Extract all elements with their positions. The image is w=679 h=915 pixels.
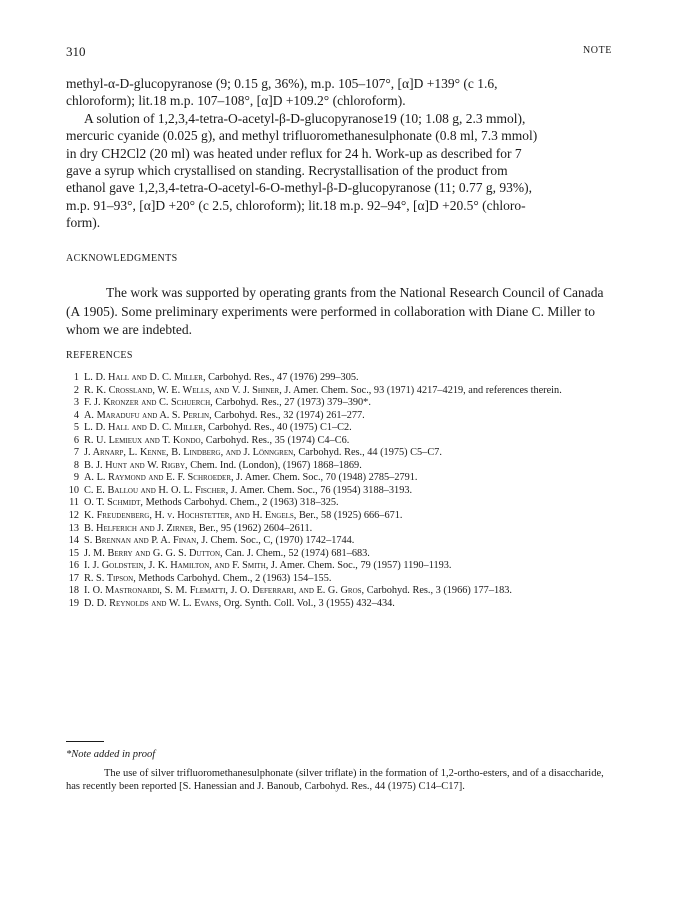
reference-item — [66, 523, 612, 536]
running-head: NOTE — [582, 45, 612, 56]
reference-authors: F. J. Kronzer and C. Schuerch, — [84, 397, 213, 409]
reference-authors: R. K. Crossland, W. E. Wells, and V. J. Shiner, — [84, 384, 282, 396]
reference-citation: Ber., 95 (1962) 2604–2611. — [198, 522, 313, 534]
reference-authors: B. J. Hunt and W. Rigby, — [84, 459, 188, 471]
reference-item — [66, 410, 612, 423]
text-line: form). — [66, 215, 101, 231]
reference-citation: Methods Carbohyd. Chem., 2 (1963) 154–155. — [138, 572, 332, 584]
reference-citation: Carbohyd. Res., 27 (1973) 379–390*. — [215, 397, 371, 409]
reference-number: 15 — [68, 547, 79, 559]
reference-citation: Ber., 58 (1925) 666–671. — [298, 510, 403, 522]
reference-number: 8 — [73, 459, 79, 471]
reference-item — [66, 598, 612, 611]
reference-number: 3 — [73, 397, 79, 409]
reference-authors: J. M. Berry and G. G. S. Dutton, — [84, 547, 223, 559]
reference-item — [66, 485, 612, 498]
reference-item — [66, 548, 612, 561]
reference-number: 2 — [73, 384, 79, 396]
reference-citation: J. Amer. Chem. Soc., 70 (1948) 2785–2791. — [236, 472, 418, 484]
reference-number: 5 — [73, 422, 79, 434]
reference-authors: L. D. Hall and D. C. Miller, — [84, 372, 206, 383]
reference-citation: Carbohyd. Res., 40 (1975) C1–C2. — [208, 422, 352, 434]
reference-item — [66, 372, 612, 385]
reference-citation: Chem. Ind. (London), (1967) 1868–1869. — [190, 459, 362, 471]
reference-citation: J. Amer. Chem. Soc., 93 (1971) 4217–4219, and references therein. — [284, 384, 562, 396]
text-line: gave a syrup which crystallised on standing. Recrystallisation of the product from — [66, 163, 508, 179]
text-line: mercuric cyanide (0.025 g), and methyl trifluoromethanesulphonate (0.8 ml, 7.3 mmol) — [66, 128, 538, 144]
acknowledgments-text: The work was supported by operating grants from the National Research Council of Canada (A 1905). Some preliminary experiments were performed in collaboration with Diane C. Miller to whom we are indebted. — [66, 285, 604, 337]
reference-list — [66, 372, 612, 610]
reference-item — [66, 510, 612, 523]
reference-authors: O. T. Schmidt, — [84, 497, 143, 509]
reference-authors: I. J. Goldstein, J. K. Hamilton, and F. Smith, — [84, 560, 269, 572]
reference-number: 13 — [68, 522, 79, 534]
reference-citation: Carbohyd. Res., 47 (1976) 299–305. — [208, 372, 359, 383]
text-line: A solution of 1,2,3,4-tetra-O-acetyl-β-D-glucopyranose19 (10; 1.08 g, 2.3 mmol), — [84, 110, 526, 126]
reference-number: 11 — [69, 497, 79, 509]
reference-authors: D. D. Reynolds and W. L. Evans, — [84, 597, 222, 609]
reference-authors: R. S. Tipson, — [84, 572, 136, 584]
reference-item — [66, 560, 612, 573]
reference-citation: Methods Carbohyd. Chem., 2 (1963) 318–325. — [145, 497, 339, 509]
footnote-text: The use of silver trifluoromethanesulphonate (silver triflate) in the formation of 1,2-ortho-esters, and of a disaccharide, has recently been reported [S. Hanessian and J. Banoub, Carbohyd. Res., 44 (1975) C14–C17]. — [66, 768, 604, 792]
reference-citation: Can. J. Chem., 52 (1974) 681–683. — [225, 547, 370, 559]
reference-number: 1 — [73, 372, 79, 383]
reference-item — [66, 460, 612, 473]
reference-item — [66, 447, 612, 460]
page-number: 310 — [66, 44, 86, 59]
reference-authors: L. D. Hall and D. C. Miller, — [84, 422, 206, 434]
acknowledgments-heading: ACKNOWLEDGMENTS — [66, 253, 178, 264]
reference-authors: S. Brennan and P. A. Finan, — [84, 535, 199, 547]
reference-citation: J. Amer. Chem. Soc., 79 (1957) 1190–1193. — [270, 560, 452, 572]
reference-item — [66, 573, 612, 586]
reference-citation: Carbohyd. Res., 35 (1974) C4–C6. — [205, 434, 350, 446]
reference-number: 17 — [68, 572, 79, 584]
reference-number: 12 — [68, 510, 79, 522]
page-header — [66, 44, 612, 60]
reference-number: 9 — [73, 472, 79, 484]
reference-item — [66, 585, 612, 598]
reference-authors: B. Helferich and J. Zirner, — [84, 522, 197, 534]
reference-number: 4 — [73, 409, 79, 421]
reference-number: 7 — [73, 447, 79, 459]
reference-citation: Carbohyd. Res., 44 (1975) C5–C7. — [298, 447, 442, 459]
reference-item — [66, 435, 612, 448]
reference-number: 14 — [68, 535, 79, 547]
reference-item — [66, 535, 612, 548]
references-heading: REFERENCES — [66, 350, 133, 361]
reference-number: 10 — [68, 484, 79, 496]
reference-citation: Carbohyd. Res., 3 (1966) 177–183. — [366, 585, 512, 597]
text-line: m.p. 91–93°, [α]D +20° (c 2.5, chloroform); lit.18 m.p. 92–94°, [α]D +20.5° (chloro- — [66, 197, 526, 213]
reference-authors: A. L. Raymond and E. F. Schroeder, — [84, 472, 234, 484]
text-line: ethanol gave 1,2,3,4-tetra-O-acetyl-6-O-methyl-β-D-glucopyranose (11; 0.77 g, 93%), — [66, 180, 532, 196]
reference-item — [66, 472, 612, 485]
reference-authors: J. Arnarp, L. Kenne, B. Lindberg, and J. Lönngren, — [84, 447, 296, 459]
reference-authors: I. O. Mastronardi, S. M. Flematti, J. O. Deferrari, and E. G. Gros, — [84, 585, 365, 597]
reference-number: 19 — [68, 597, 79, 609]
text-line: methyl-α-D-glucopyranose (9; 0.15 g, 36%), m.p. 105–107°, [α]D +139° (c 1.6, — [66, 76, 498, 91]
reference-citation: Carbohyd. Res., 32 (1974) 261–277. — [214, 409, 365, 421]
text-line: chloroform); lit.18 m.p. 107–108°, [α]D +109.2° (chloroform). — [66, 93, 406, 109]
reference-authors: R. U. Lemieux and T. Kondo, — [84, 434, 204, 446]
reference-citation: J. Amer. Chem. Soc., 76 (1954) 3188–3193. — [230, 484, 413, 496]
reference-number: 16 — [68, 560, 79, 572]
reference-authors: K. Freudenberg, H. v. Hochstetter, and H. Engels, — [84, 510, 297, 522]
reference-item — [66, 385, 612, 398]
reference-item — [66, 497, 612, 510]
reference-authors: C. E. Ballou and H. O. L. Fischer, — [84, 484, 229, 496]
reference-item — [66, 422, 612, 435]
reference-number: 6 — [73, 434, 79, 446]
reference-citation: Org. Synth. Coll. Vol., 3 (1955) 432–434. — [223, 597, 395, 609]
footnote-title: *Note added in proof — [66, 749, 156, 760]
body-text — [66, 75, 612, 232]
reference-citation: J. Chem. Soc., C, (1970) 1742–1744. — [201, 535, 355, 547]
text-line: in dry CH2Cl2 (20 ml) was heated under reflux for 24 h. Work-up as described for 7 — [66, 145, 522, 161]
reference-number: 18 — [68, 585, 79, 597]
footnote-divider — [66, 741, 104, 742]
reference-authors: A. Maradufu and A. S. Perlin, — [84, 409, 212, 421]
reference-item — [66, 397, 612, 410]
